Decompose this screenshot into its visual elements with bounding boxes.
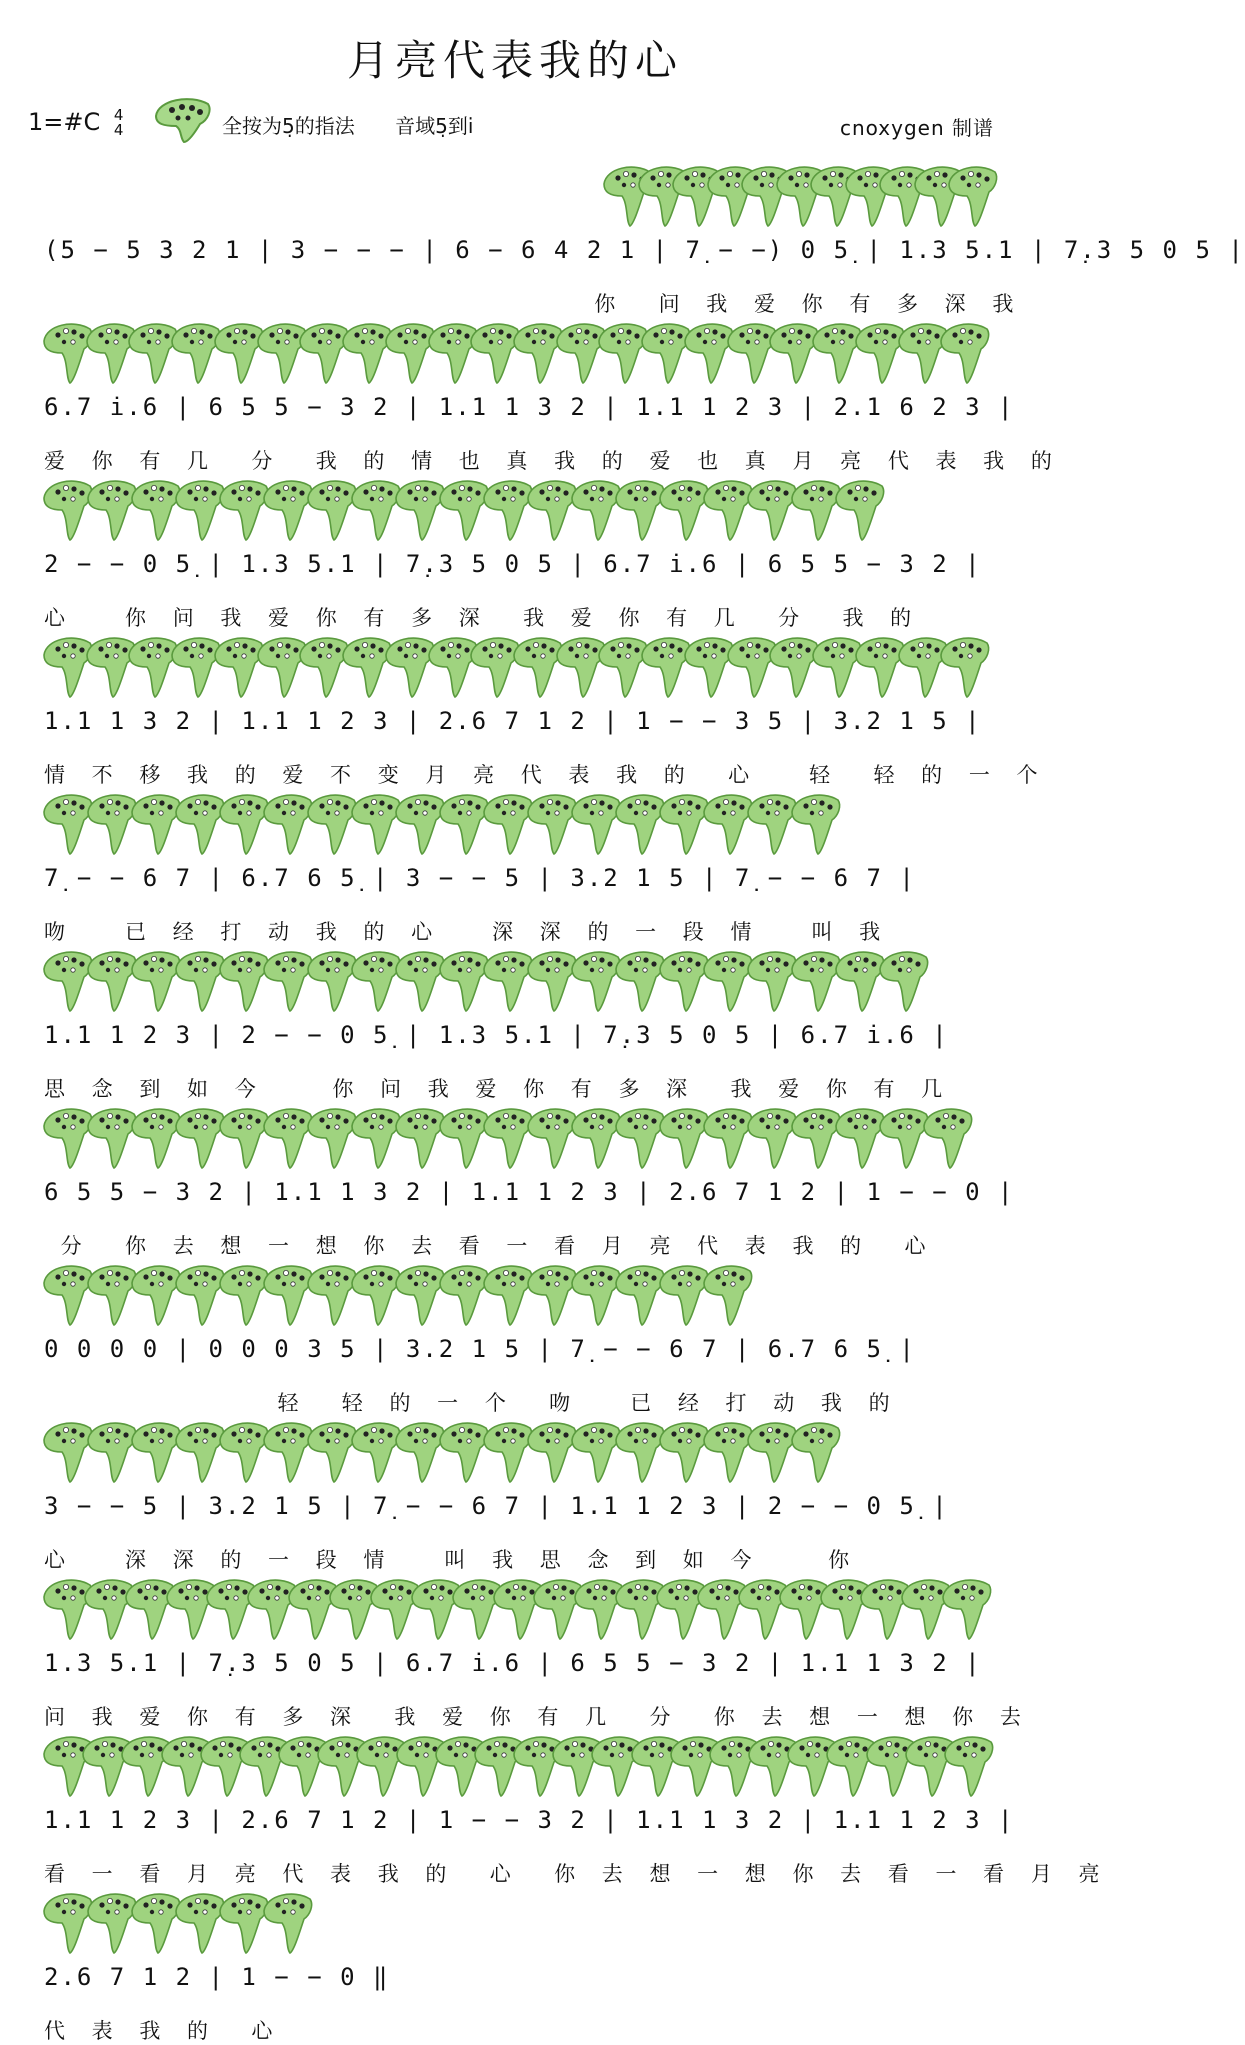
ocarina-fingering-icon [920,1102,974,1172]
notation-line: 1.3 5.1 | 7̣.3 5 0 5 | 6.7 i̇.6 | 6 5 5 − 3 2 | 1.1 1 3 2 | [44,1649,982,1677]
ocarina-fingering-icon [945,160,999,230]
score-row [0,160,1245,317]
ocarina-fingering-strip [40,788,1010,860]
ocarina-fingering-icon [939,1573,993,1643]
lyrics-line: 问 我 爱 你 有 多 深 我 爱 你 有 几 分 你 去 想 一 想 你 去 [44,1705,1031,1729]
lyrics-line: 看 一 看 月 亮 代 表 我 的 心 你 去 想 一 想 你 去 看 一 看 月 亮 [44,1862,1110,1886]
score-row [0,788,1030,945]
lyrics-line: 你 问 我 爱 你 有 多 深 我 [44,292,1024,316]
score-row [0,1887,1030,2044]
notation-line: 0 0 0 0 | 0 0 0 3 5 | 3.2 1 5 | 7̣ − − 6 7 | 6.7 6 5̣ | [44,1335,916,1363]
score-row [0,631,1048,788]
ocarina-fingering-icon [832,474,886,544]
score-row [0,1102,1030,1259]
notation-line: 1.1 1 2 3 | 2.6 7 1 2 | 1 − − 3 2 | 1.1 1 3 2 | 1.1 1 2 3 | [44,1806,1015,1834]
notation-line: 2 − − 0 5̣ | 1.3 5.1 | 7̣.3 5 0 5 | 6.7 i̇.6 | 6 5 5 − 3 2 | [44,550,982,578]
ocarina-fingering-icon [941,1730,995,1800]
lyrics-line: 思 念 到 如 今 你 问 我 爱 你 有 多 深 我 爱 你 有 几 [44,1077,953,1101]
time-signature: 4 4 [113,106,124,139]
ocarina-icon [150,90,214,144]
notation-line: (5 − 5 3 2 1 | 3 − − − | 6 − 6 4 2 1 | 7̣ − −) 0 5̣ | 1.3 5.1 | 7̣.3 5 0 5 | [44,236,1245,264]
ocarina-fingering-icon [937,631,991,701]
ocarina-fingering-icon [937,317,991,387]
ocarina-fingering-strip [40,1416,1010,1488]
ocarina-fingering-icon [788,788,842,858]
fingering-method: 全按为5̣的指法 [222,114,355,138]
ocarina-fingering-icon [788,1416,842,1486]
notation-line: 6 5 5 − 3 2 | 1.1 1 3 2 | 1.1 1 2 3 | 2.6 7 1 2 | 1 − − 0 | [44,1178,1015,1206]
notation-line: 3 − − 5 | 3.2 1 5 | 7̣ − − 6 7 | 1.1 1 2 3 | 2 − − 0 5̣ | [44,1492,949,1520]
ocarina-fingering-strip [40,1887,1010,1959]
ocarina-fingering-strip [40,1259,1010,1331]
notation-line: 6.7 i̇.6 | 6 5 5 − 3 2 | 1.1 1 3 2 | 1.1 1 2 3 | 2.1 6 2 3 | [44,393,1015,421]
ocarina-fingering-strip [40,1573,1010,1645]
ocarina-fingering-icon [700,1259,754,1329]
ocarina-fingering-strip [40,474,1010,546]
page-title: 月亮代表我的心 [346,36,683,85]
ocarina-fingering-strip [40,160,1010,232]
ocarina-fingering-strip [40,1730,1010,1802]
ocarina-fingering-strip [40,945,1010,1017]
score-row [0,1730,1110,1887]
fingering-note [222,110,507,139]
lyrics-line: 心 深 深 的 一 段 情 叫 我 思 念 到 如 今 你 [44,1548,860,1572]
ocarina-fingering-icon [260,1887,314,1957]
lyrics-line: 爱 你 有 几 分 我 的 情 也 真 我 的 爱 也 真 月 亮 代 表 我 的 [44,449,1062,473]
notation-line: 1.1 1 2 3 | 2 − − 0 5̣ | 1.3 5.1 | 7̣.3 5 0 5 | 6.7 i̇.6 | [44,1021,949,1049]
lyrics-line: 轻 轻 的 一 个 吻 已 经 打 动 我 的 [44,1391,900,1415]
arranger-credit: cnoxygen 制谱 [840,116,994,140]
lyrics-line: 代 表 我 的 心 [44,2019,283,2043]
notation-line: 1.1 1 3 2 | 1.1 1 2 3 | 2.6 7 1 2 | 1 − − 3 5 | 3.2 1 5 | [44,707,982,735]
notation-line: 7̣ − − 6 7 | 6.7 6 5̣ | 3 − − 5 | 3.2 1 5 | 7̣ − − 6 7 | [44,864,916,892]
notation-line: 2.6 7 1 2 | 1 − − 0 ‖ [44,1963,390,1991]
ocarina-fingering-strip [40,631,1010,703]
ocarina-fingering-strip [40,317,1010,389]
lyrics-line: 心 你 问 我 爱 你 有 多 深 我 爱 你 有 几 分 我 的 [44,606,922,630]
score-row [0,1416,1030,1573]
score-row [0,474,1030,631]
score-row [0,317,1062,474]
lyrics-line: 情 不 移 我 的 爱 不 变 月 亮 代 表 我 的 心 轻 轻 的 一 个 [44,763,1048,787]
score-row [0,1573,1030,1730]
key-label: 1=#C [28,108,101,136]
lyrics-line: 分 你 去 想 一 想 你 去 看 一 看 月 亮 代 表 我 的 心 [44,1234,936,1258]
ocarina-fingering-strip [40,1102,1010,1174]
score-row [0,945,1030,1102]
key-signature [28,108,123,138]
ocarina-fingering-icon [876,945,930,1015]
lyrics-line: 吻 已 经 打 动 我 的 心 深 深 的 一 段 情 叫 我 [44,920,891,944]
score-row [0,1259,1030,1416]
fingering-range: 音域5̣到i̇ [395,114,474,138]
